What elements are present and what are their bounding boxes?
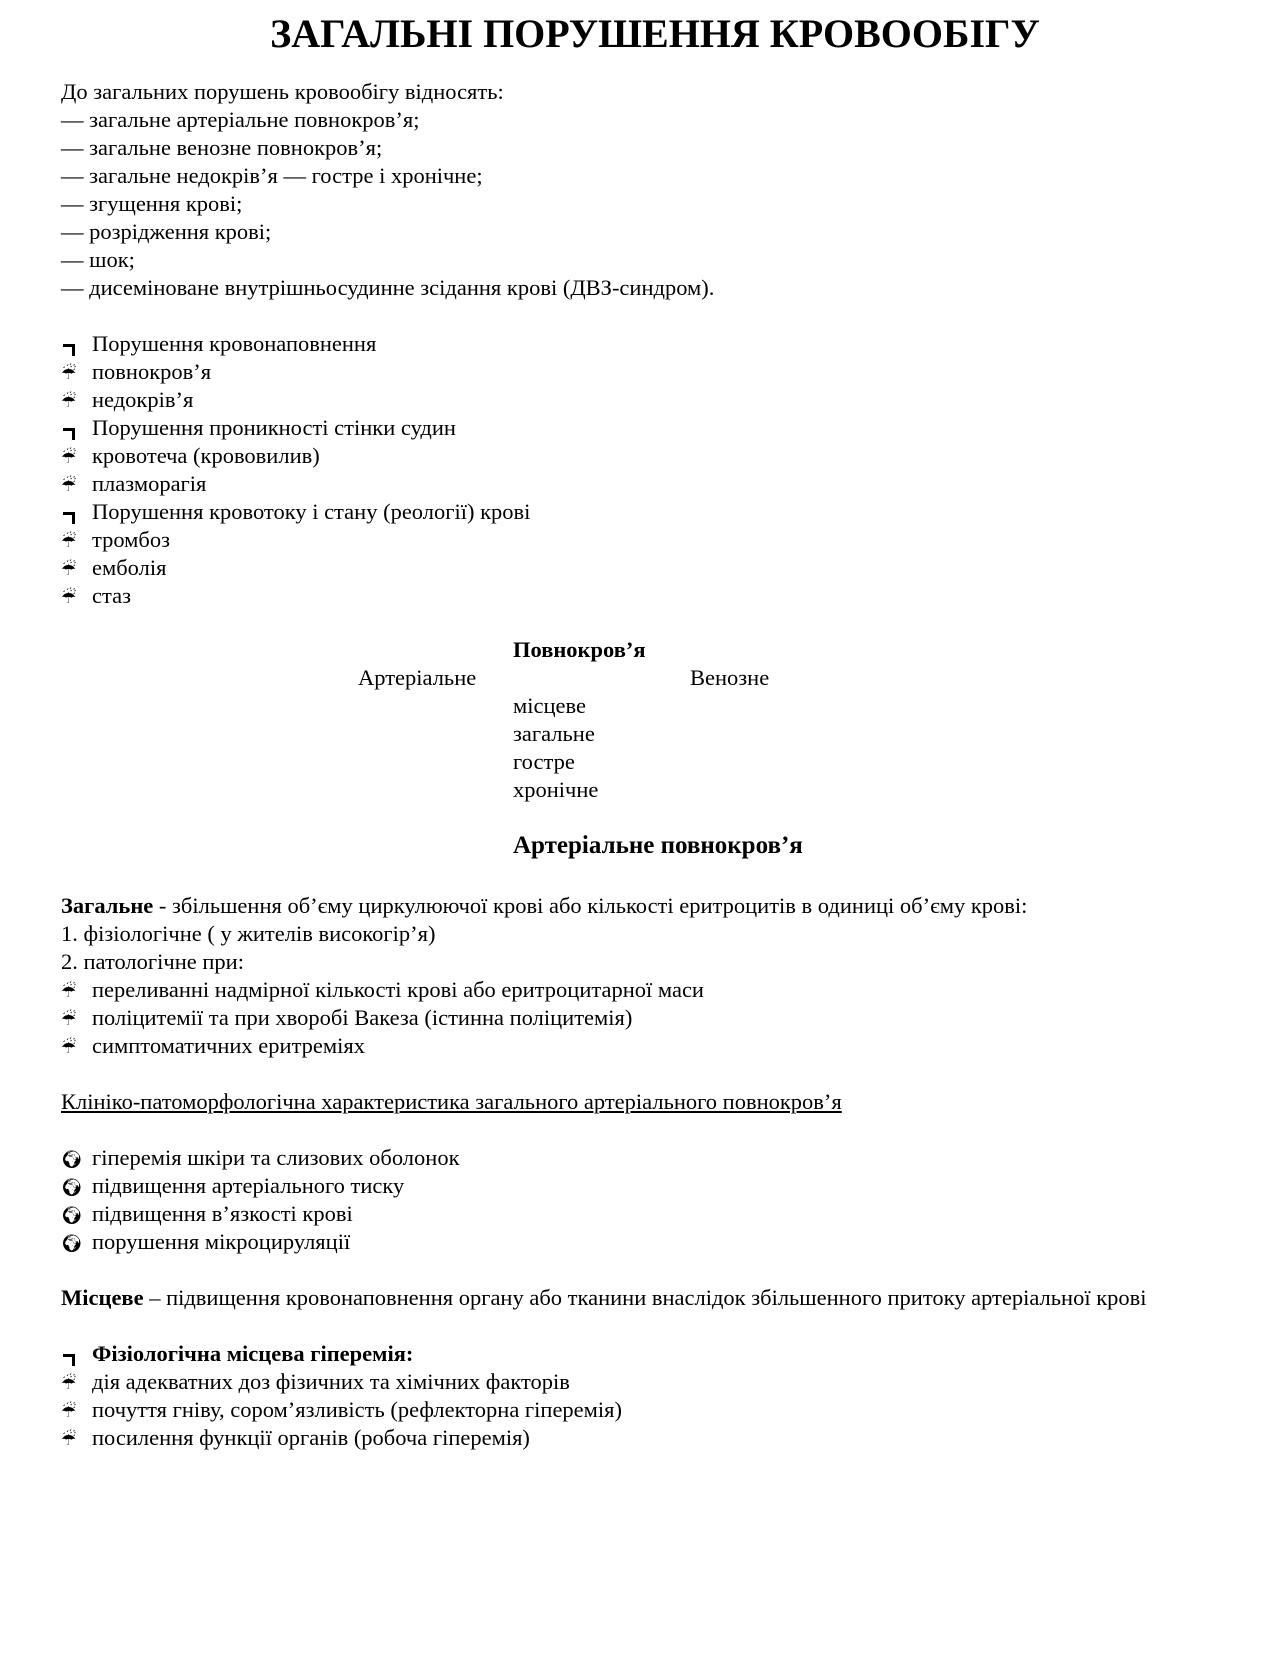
general-type: 1. фізіологічне ( у жителів високогір’я) [61, 921, 436, 946]
section-heading: Артеріальне повнокров’я [513, 832, 803, 859]
local-term: Місцеве [61, 1285, 144, 1310]
umbrella-rain-icon: ☔ [61, 364, 77, 384]
general-definition [61, 892, 1027, 920]
scheme-kind: хронічне [513, 777, 599, 802]
umbrella-rain-icon: ☔ [61, 1038, 77, 1058]
umbrella-rain-icon: ☔ [61, 1010, 77, 1030]
physiological-heading: Фізіологічна місцева гіперемія: [61, 1340, 413, 1368]
umbrella-rain-icon: ☔ [61, 588, 77, 608]
intro-item: — дисеміноване внутрішньосудинне зсідання крові (ДВЗ-синдром). [61, 275, 715, 300]
corner-bracket-icon [63, 428, 75, 440]
globe-icon: 🌍︎ [61, 1178, 83, 1198]
clinical-sign: 🌍︎ підвищення артеріального тиску [61, 1172, 404, 1202]
local-definition [61, 1284, 1221, 1312]
general-cause: ☔ поліцитемії та при хворобі Вакеза (істинна поліцитемія) [61, 1004, 632, 1034]
classification-item: ☔ емболія [61, 554, 166, 584]
clinical-sign: 🌍︎ порушення мікроцируляції [61, 1228, 350, 1258]
scheme-kind: гостре [513, 749, 575, 774]
umbrella-rain-icon: ☔ [61, 1402, 77, 1422]
general-cause: ☔ симптоматичних еритреміях [61, 1032, 365, 1062]
intro-item: — шок; [61, 247, 135, 272]
globe-icon: 🌍︎ [61, 1234, 83, 1254]
scheme-left: Артеріальне [358, 665, 477, 690]
general-definition-text: - збільшення об’єму циркулюючої крові або кількості еритроцитів в одиниці об’єму крові: [153, 893, 1028, 918]
classification-item: ☔ стаз [61, 582, 131, 612]
intro-lead: До загальних порушень кровообігу відносять: [61, 79, 504, 104]
corner-bracket-icon [63, 344, 75, 356]
physiological-item: ☔ дія адекватних доз фізичних та хімічних факторів [61, 1368, 570, 1398]
corner-bracket-icon [63, 512, 75, 524]
classification-item: ☔ повнокров’я [61, 358, 211, 388]
umbrella-rain-icon: ☔ [61, 448, 77, 468]
classification-group: Порушення кровонаповнення [61, 330, 376, 358]
classification-item: ☔ кровотеча (крововилив) [61, 442, 320, 472]
umbrella-rain-icon: ☔ [61, 1374, 77, 1394]
scheme-kind: місцеве [513, 693, 586, 718]
intro-item: — загальне артеріальне повнокров’я; [61, 107, 420, 132]
classification-group: Порушення проникності стінки судин [61, 414, 456, 442]
scheme-heading: Повнокров’я [513, 637, 646, 662]
umbrella-rain-icon: ☔ [61, 532, 77, 552]
physiological-item: ☔ посилення функції органів (робоча гіперемія) [61, 1424, 530, 1454]
general-type: 2. патологічне при: [61, 949, 244, 974]
clinical-sign: 🌍︎ гіперемія шкіри та слизових оболонок [61, 1144, 460, 1174]
umbrella-rain-icon: ☔ [61, 1430, 77, 1450]
globe-icon: 🌍︎ [61, 1206, 83, 1226]
scheme-right: Венозне [690, 665, 770, 690]
umbrella-rain-icon: ☔ [61, 392, 77, 412]
clinical-heading: Клініко-патоморфологічна характеристика загального артеріального повнокров’я [61, 1089, 842, 1114]
clinical-sign: 🌍︎ підвищення в’язкості крові [61, 1200, 353, 1230]
intro-item: — згущення крові; [61, 191, 243, 216]
local-definition-text: – підвищення кровонаповнення органу або тканини внаслідок збільшенного притоку артеріальної крові [143, 1285, 1147, 1310]
intro-item: — розрідження крові; [61, 219, 272, 244]
classification-item: ☔ тромбоз [61, 526, 170, 556]
classification-item: ☔ плазморагія [61, 470, 206, 500]
general-cause: ☔ переливанні надмірної кількості крові або еритроцитарної маси [61, 976, 704, 1006]
intro-item: — загальне недокрів’я — гостре і хронічне; [61, 163, 483, 188]
general-term: Загальне [61, 893, 154, 918]
classification-group: Порушення кровотоку і стану (реології) крові [61, 498, 530, 526]
globe-icon: 🌍︎ [61, 1150, 83, 1170]
scheme-kind: загальне [513, 721, 595, 746]
umbrella-rain-icon: ☔ [61, 560, 77, 580]
classification-item: ☔ недокрів’я [61, 386, 193, 416]
intro-item: — загальне венозне повнокров’я; [61, 135, 383, 160]
page-title: ЗАГАЛЬНІ ПОРУШЕННЯ КРОВООБІГУ [270, 11, 1040, 56]
umbrella-rain-icon: ☔ [61, 982, 77, 1002]
umbrella-rain-icon: ☔ [61, 476, 77, 496]
physiological-item: ☔ почуття гніву, сором’язливість (рефлекторна гіперемія) [61, 1396, 622, 1426]
corner-bracket-icon [63, 1354, 75, 1366]
